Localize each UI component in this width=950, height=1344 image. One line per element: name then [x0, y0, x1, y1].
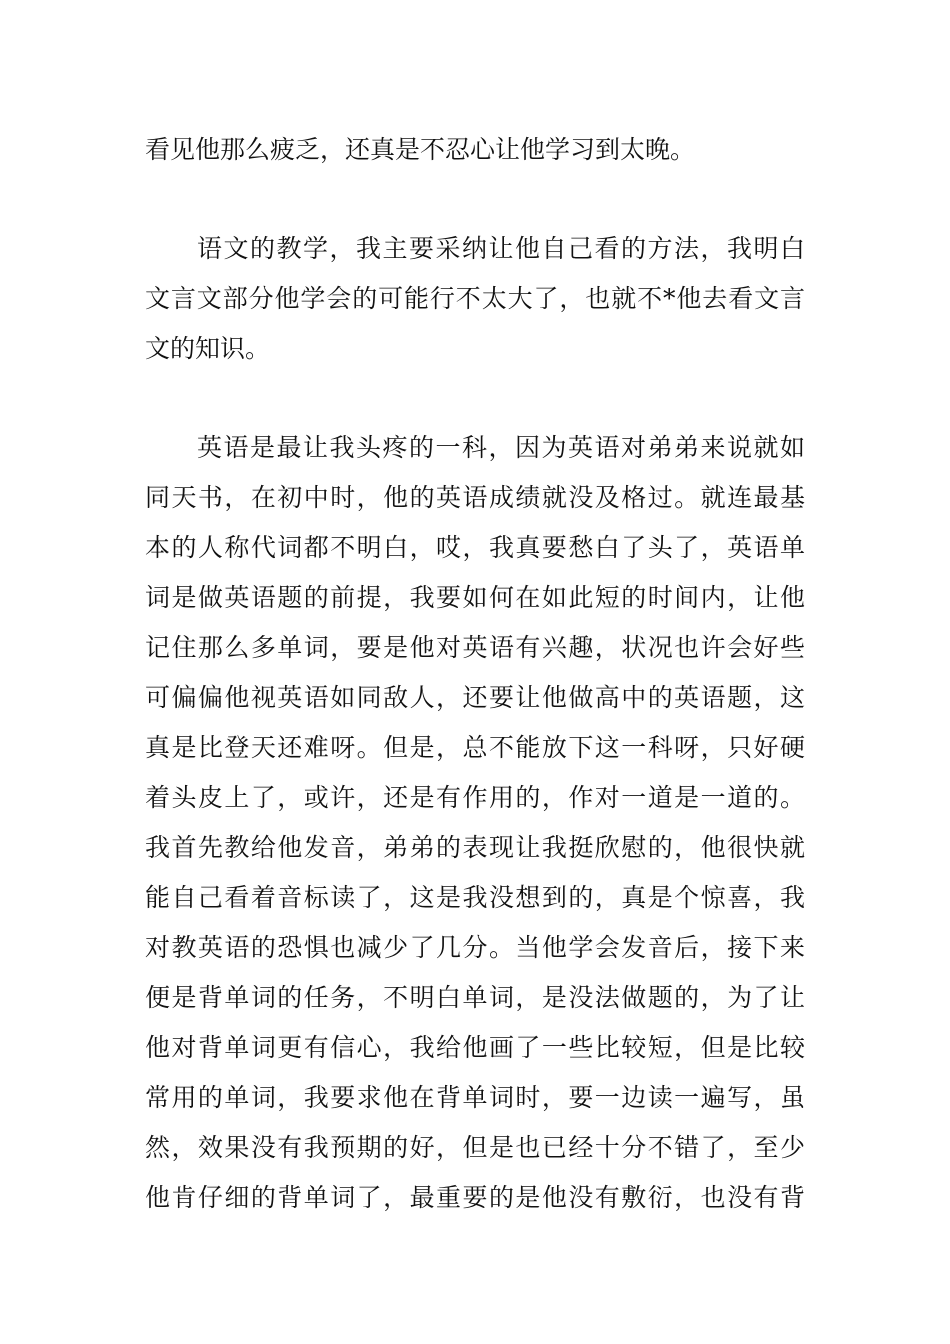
text-line: 可偏偏他视英语如同敌人，还要让他做高中的英语题，这	[145, 683, 805, 712]
text-line: 对教英语的恐惧也减少了几分。当他学会发音后，接下来	[145, 933, 805, 962]
text-line: 同天书，在初中时，他的英语成绩就没及格过。就连最基	[145, 483, 805, 512]
text-line: 常用的单词，我要求他在背单词时，要一边读一遍写，虽	[145, 1083, 805, 1112]
text-line: 他对背单词更有信心，我给他画了一些比较短，但是比较	[145, 1033, 805, 1062]
text-line: 记住那么多单词，要是他对英语有兴趣，状况也许会好些	[145, 633, 805, 662]
text-line: 看见他那么疲乏，还真是不忍心让他学习到太晚。	[145, 135, 696, 164]
text-line: 然，效果没有我预期的好，但是也已经十分不错了，至少	[145, 1133, 805, 1162]
text-line: 英语是最让我头疼的一科，因为英语对弟弟来说就如	[197, 433, 805, 462]
text-line: 词是做英语题的前提，我要如何在如此短的时间内，让他	[145, 583, 805, 612]
text-line: 着头皮上了，或许，还是有作用的，作对一道是一道的。	[145, 783, 805, 812]
text-line: 真是比登天还难呀。但是，总不能放下这一科呀，只好硬	[145, 733, 805, 762]
text-line: 文的知识。	[145, 334, 271, 363]
text-line: 本的人称代词都不明白，哎，我真要愁白了头了，英语单	[145, 533, 805, 562]
text-line: 便是背单词的任务，不明白单词，是没法做题的，为了让	[145, 983, 805, 1012]
text-line: 文言文部分他学会的可能行不太大了，也就不*他去看文言	[145, 284, 805, 313]
text-line: 语文的教学，我主要采纳让他自己看的方法，我明白	[197, 234, 805, 263]
text-line: 他肯仔细的背单词了，最重要的是他没有敷衍，也没有背	[145, 1183, 805, 1212]
text-line: 能自己看着音标读了，这是我没想到的，真是个惊喜，我	[145, 883, 805, 912]
text-line: 我首先教给他发音，弟弟的表现让我挺欣慰的，他很快就	[145, 833, 805, 862]
